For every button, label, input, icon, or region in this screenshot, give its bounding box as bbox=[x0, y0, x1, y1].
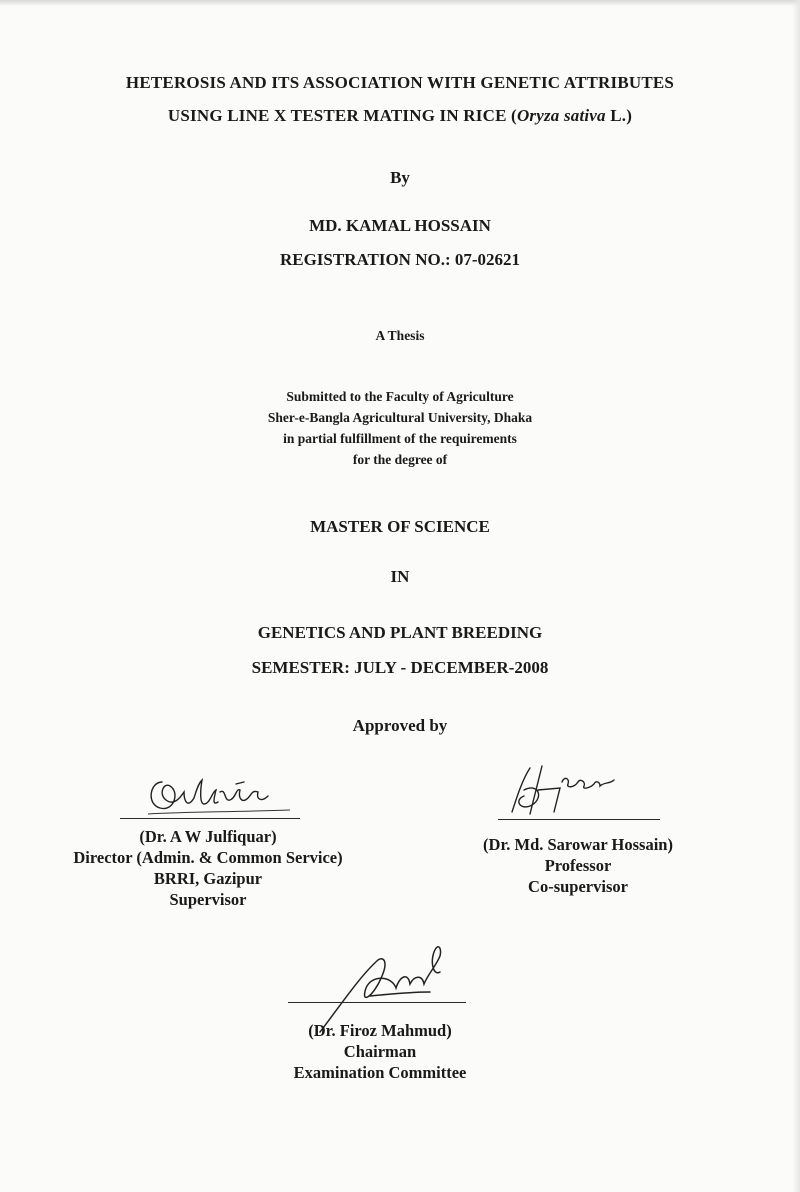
co-supervisor-signature bbox=[500, 760, 640, 820]
supervisor-role: Supervisor bbox=[169, 890, 247, 909]
semester: SEMESTER: JULY - DECEMBER-2008 bbox=[251, 658, 549, 677]
submission-line-1: Submitted to the Faculty of Agriculture bbox=[286, 389, 514, 404]
supervisor-position: Director (Admin. & Common Service) bbox=[73, 848, 343, 867]
co-supervisor-role: Co-supervisor bbox=[528, 877, 628, 896]
chairman-role: Examination Committee bbox=[293, 1063, 467, 1082]
author-name: MD. KAMAL HOSSAIN bbox=[309, 216, 491, 235]
thesis-label: A Thesis bbox=[375, 328, 425, 343]
thesis-title-line-1: HETEROSIS AND ITS ASSOCIATION WITH GENETIC ATTRIBUTES bbox=[125, 73, 675, 92]
supervisor-block bbox=[28, 826, 388, 910]
chairman-block bbox=[220, 1020, 540, 1083]
approved-by-label: Approved by bbox=[352, 716, 448, 735]
submission-line-4: for the degree of bbox=[352, 452, 448, 467]
co-supervisor-block bbox=[418, 834, 738, 897]
chairman-signature-line bbox=[288, 1002, 466, 1003]
submission-line-2: Sher-e-Bangla Agricultural University, Dhaka bbox=[267, 410, 533, 425]
scan-edge-top bbox=[0, 0, 800, 6]
supervisor-signature-line bbox=[120, 818, 300, 819]
degree-name: MASTER OF SCIENCE bbox=[310, 517, 490, 536]
registration-number: REGISTRATION NO.: 07-02621 bbox=[279, 250, 521, 269]
co-supervisor-position: Professor bbox=[544, 856, 612, 875]
title-line-2-suffix: L.) bbox=[605, 106, 633, 125]
in-label: IN bbox=[390, 567, 410, 586]
field-of-study: GENETICS AND PLANT BREEDING bbox=[257, 623, 543, 642]
chairman-position: Chairman bbox=[343, 1042, 417, 1061]
title-line-2-prefix: USING LINE X TESTER MATING IN RICE ( bbox=[167, 106, 517, 125]
supervisor-institution: BRRI, Gazipur bbox=[153, 869, 263, 888]
by-label: By bbox=[390, 168, 410, 187]
chairman-name: (Dr. Firoz Mahmud) bbox=[308, 1021, 452, 1040]
co-supervisor-name: (Dr. Md. Sarowar Hossain) bbox=[483, 835, 673, 854]
supervisor-name: (Dr. A W Julfiquar) bbox=[139, 827, 277, 846]
species-name: Oryza sativa bbox=[516, 106, 606, 125]
co-supervisor-signature-line bbox=[498, 819, 660, 820]
thesis-title-line-2 bbox=[0, 106, 800, 126]
supervisor-signature bbox=[140, 768, 310, 824]
submission-line-3: in partial fulfillment of the requirements bbox=[283, 431, 517, 446]
